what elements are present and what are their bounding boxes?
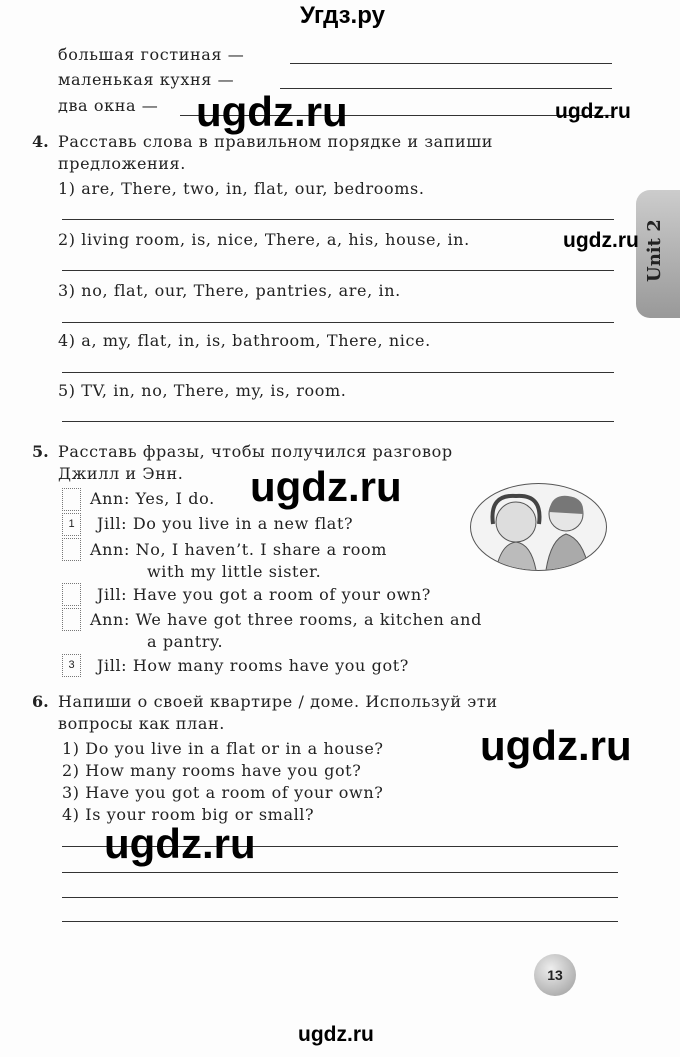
answer-line[interactable]	[62, 921, 618, 922]
answer-line[interactable]	[62, 872, 618, 873]
dialogue-line	[97, 514, 353, 533]
task-item: 1) are, There, two, in, flat, our, bedrooms.	[58, 179, 425, 198]
task-item: 3) no, flat, our, There, pantries, are, in.	[58, 281, 401, 300]
task-item: 2) living room, is, nice, There, a, his, house, in.	[58, 230, 470, 249]
exercise-number: 6.	[32, 692, 49, 711]
line-text: Have you got a room of your own?	[132, 585, 431, 604]
exercise-title: Напиши о своей квартире / доме. Используй эти	[58, 692, 498, 711]
exercise-number: 4.	[32, 132, 49, 151]
exercise-title: предложения.	[58, 154, 186, 173]
exercise-title: Расставь фразы, чтобы получился разговор	[58, 442, 453, 461]
answer-line[interactable]	[62, 897, 618, 898]
speaker: Jill:	[97, 585, 128, 604]
exercise-number: 5.	[32, 442, 49, 461]
task-item: 5) TV, in, no, There, my, is, room.	[58, 381, 347, 400]
speaker: Ann:	[90, 610, 130, 629]
order-box[interactable]: 1	[62, 513, 81, 536]
order-box[interactable]	[62, 608, 81, 631]
speaker: Jill:	[97, 514, 128, 533]
watermark: ugdz.ru	[250, 463, 402, 510]
answer-line[interactable]	[62, 372, 614, 373]
dialogue-line	[90, 489, 215, 508]
dialogue-line	[97, 585, 431, 604]
dialogue-line	[90, 610, 482, 629]
line-text: Do you live in a new flat?	[132, 514, 354, 533]
plan-question: 4) Is your room big or small?	[62, 805, 315, 824]
girls-illustration	[470, 483, 607, 571]
plan-question: 3) Have you got a room of your own?	[62, 783, 384, 802]
line-continuation: a pantry.	[147, 632, 224, 651]
answer-line[interactable]	[62, 270, 614, 271]
answer-line[interactable]	[62, 421, 614, 422]
watermark: ugdz.ru	[480, 722, 632, 769]
exercise-title: вопросы как план.	[58, 714, 225, 733]
watermark: ugdz.ru	[196, 88, 348, 135]
speaker: Ann:	[90, 489, 130, 508]
answer-line[interactable]	[62, 322, 614, 323]
answer-line[interactable]	[290, 63, 612, 64]
line-text: How many rooms have you got?	[132, 656, 409, 675]
watermark: ugdz.ru	[563, 229, 639, 252]
order-box[interactable]: 3	[62, 654, 81, 677]
answer-line[interactable]	[62, 219, 614, 220]
unit-tab-label: Unit 2	[644, 219, 665, 282]
line-continuation: with my little sister.	[147, 562, 322, 581]
line-text: No, I haven’t. I share a room	[135, 540, 387, 559]
order-box[interactable]	[62, 538, 81, 561]
exercise-title: Расставь слова в правильном порядке и запиши	[58, 132, 494, 151]
line-text: We have got three rooms, a kitchen and	[135, 610, 482, 629]
speaker: Ann:	[90, 540, 130, 559]
page-number: 13	[534, 954, 576, 996]
task-item: 4) a, my, flat, in, is, bathroom, There, nice.	[58, 331, 431, 350]
line-text: Yes, I do.	[135, 489, 215, 508]
watermark: ugdz.ru	[104, 820, 256, 867]
order-box[interactable]	[62, 488, 81, 511]
site-header: Угдз.ру	[300, 2, 385, 29]
watermark: ugdz.ru	[555, 100, 631, 123]
speaker: Jill:	[97, 656, 128, 675]
watermark: ugdz.ru	[298, 1023, 374, 1046]
vocab-item: большая гостиная —	[58, 45, 245, 64]
dialogue-line	[90, 540, 387, 559]
order-box[interactable]	[62, 583, 81, 606]
dialogue-line	[97, 656, 409, 675]
vocab-item: два окна —	[58, 96, 159, 115]
unit-tab	[636, 190, 680, 318]
exercise-title: Джилл и Энн.	[58, 464, 184, 483]
vocab-item: маленькая кухня —	[58, 70, 235, 89]
plan-question: 1) Do you live in a flat or in a house?	[62, 739, 384, 758]
plan-question: 2) How many rooms have you got?	[62, 761, 362, 780]
